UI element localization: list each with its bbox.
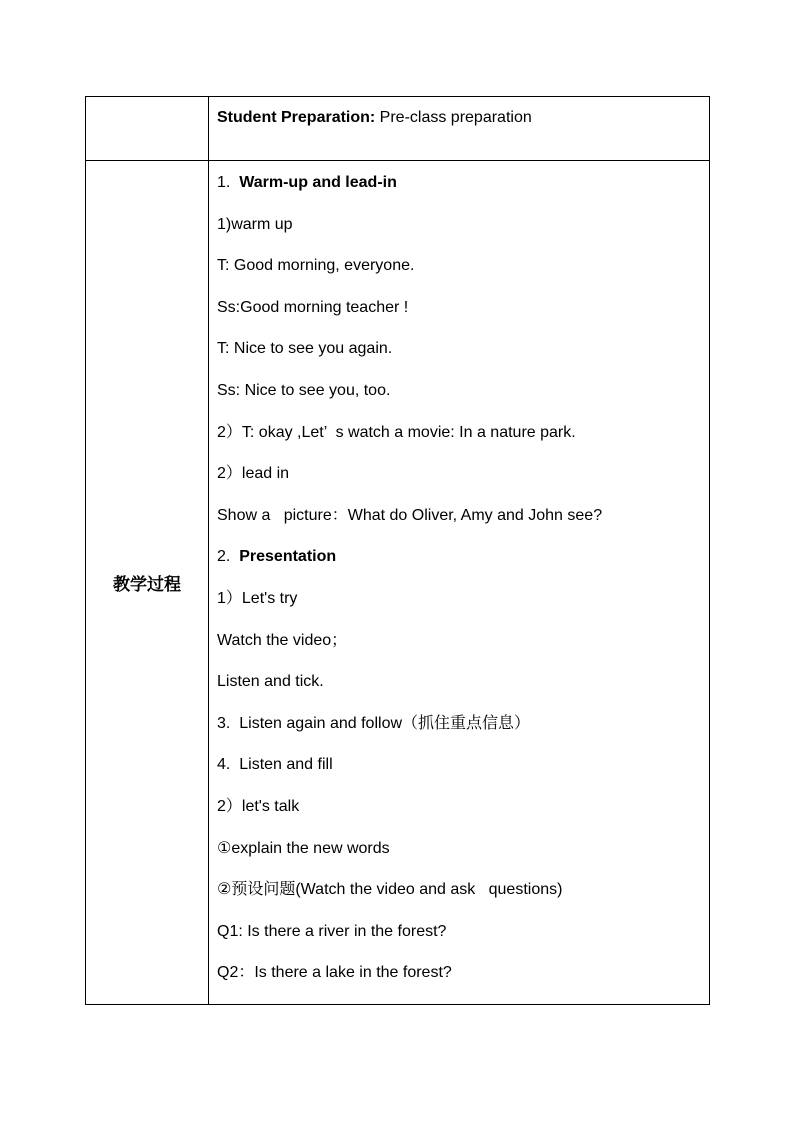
process-line [217,754,709,796]
process-line [217,214,709,256]
process-line-text: Listen and tick. [217,673,324,691]
process-line-text: Ss: Nice to see you, too. [217,381,391,399]
process-line-text: 1）Let's try [217,589,298,607]
process-line [217,255,709,297]
student-preparation-text [217,108,709,128]
teaching-process-lines [209,161,709,1004]
teaching-process-label: 教学过程 [113,574,181,595]
process-line [217,463,709,505]
process-line [217,713,709,755]
process-line [217,921,709,963]
teaching-process-content-cell [209,161,710,1005]
process-line [217,879,709,921]
process-line-text: 2）T: okay ,Let’ s watch a movie: In a nature park. [217,423,576,441]
process-line [217,962,709,1004]
process-line-heading: Warm-up and lead-in [239,174,397,191]
process-line-text: T: Nice to see you again. [217,340,393,358]
student-preparation-cell [209,97,710,161]
process-line-text: 4. Listen and fill [217,756,333,774]
process-line-text: ②预设问题(Watch the video and ask questions) [217,881,563,899]
process-line [217,630,709,672]
process-line [217,422,709,464]
process-line-text: Ss:Good morning teacher ! [217,298,409,316]
process-line-text: Show a picture：What do Oliver, Amy and John see? [217,506,603,524]
process-line [217,297,709,339]
process-line-text: 2）lead in [217,465,290,483]
process-line [217,838,709,880]
process-line [217,338,709,380]
process-line [217,671,709,713]
teaching-process-label-cell [86,161,209,1005]
process-line-text: Q1: Is there a river in the forest? [217,922,447,940]
process-line-text: Watch the video； [217,631,348,649]
process-line-text: ①explain the new words [217,839,390,857]
empty-label-cell [86,97,209,161]
process-line-text: T: Good morning, everyone. [217,257,415,275]
process-line-prefix: 2. [217,548,240,566]
process-line-prefix: 1. [217,174,240,191]
process-line [217,380,709,422]
process-line [217,546,709,588]
process-line [217,588,709,630]
process-line [217,796,709,838]
process-line [217,505,709,547]
student-preparation-heading: Student Preparation: [217,109,376,126]
process-line-text: 1)warm up [217,215,293,233]
process-line-text: 2）let's talk [217,797,300,815]
process-line [217,172,709,214]
student-preparation-value: Pre-class preparation [375,109,532,126]
process-line-text: 3. Listen again and follow（抓住重点信息） [217,714,531,732]
teaching-process-row [86,161,710,1005]
process-line-heading: Presentation [239,548,337,566]
lesson-plan-table [85,96,710,1005]
process-line-text: Q2：Is there a lake in the forest? [217,964,452,982]
student-preparation-row [86,97,710,161]
